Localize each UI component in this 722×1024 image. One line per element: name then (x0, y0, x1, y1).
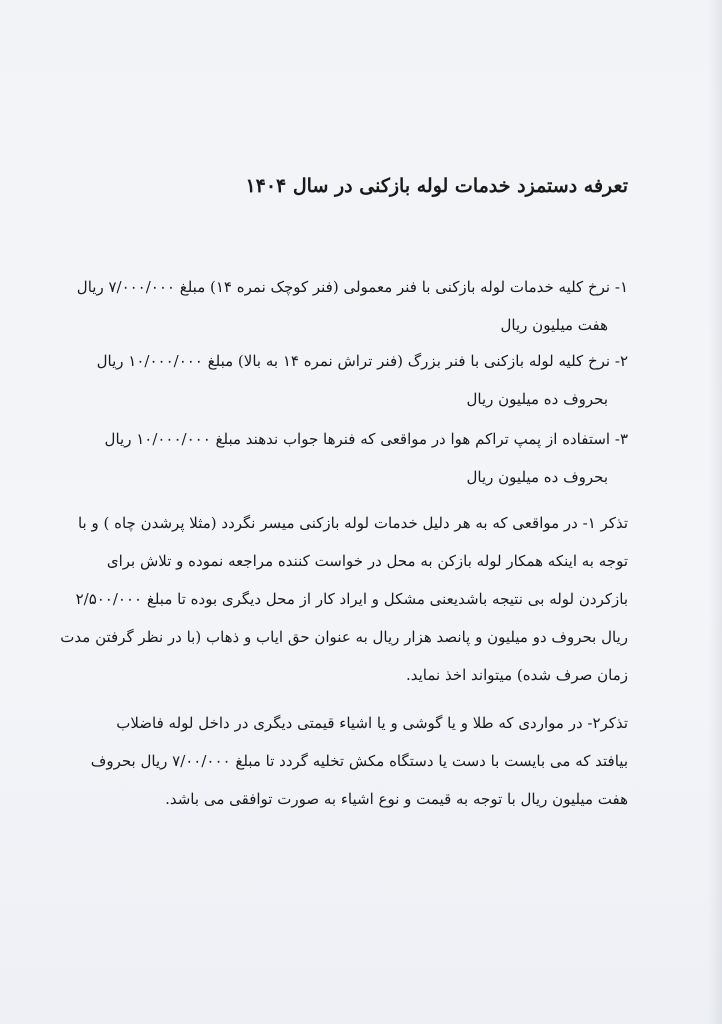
note-1-line-4: ریال بحروف دو میلیون و پانصد هزار ریال به عنوان حق ایاب و ذهاب (با در نظر گرفتن مدت (60, 628, 628, 646)
note-2-line-3: هفت میلیون ریال با توجه به قیمت و نوع اشیاء به صورت توافقی می باشد. (165, 790, 628, 808)
tariff-item-2-line-1: ۲- نرخ کلیه لوله بازکنی با فنر بزرگ (فنر تراش نمره ۱۴ به بالا) مبلغ ۱۰/۰۰۰/۰۰۰ ریال (96, 352, 628, 370)
note-1-line-5: زمان صرف شده) میتواند اخذ نماید. (405, 666, 628, 684)
tariff-item-3-line-1: ۳- استفاده از پمپ تراکم هوا در مواقعی که فنرها جواب ندهند مبلغ ۱۰/۰۰۰/۰۰۰ ریال (104, 430, 628, 448)
tariff-item-3-line-2: بحروف ده میلیون ریال (466, 468, 608, 486)
tariff-item-2 (68, 342, 628, 418)
note-1-line-2: توجه به اینکه همکار لوله بازکن به محل در خواست کننده مراجعه نموده و تلاش برای (106, 552, 628, 570)
tariff-item-1-line-2: هفت میلیون ریال (500, 316, 608, 334)
note-1-line-3: بازکردن لوله بی نتیجه باشدیعنی مشکل و ایراد کار از محل دیگری بوده تا مبلغ ۲/۵۰۰/۰۰۰ (75, 590, 628, 608)
document-title: تعرفه دستمزد خدمات لوله بازکنی در سال ۱۴۰۴ (245, 175, 628, 197)
note-1 (60, 504, 628, 694)
note-2 (68, 704, 628, 818)
note-2-line-1: تذکر۲- در مواردی که طلا و یا گوشی و یا اشیاء قیمتی دیگری در داخل لوله فاضلاب (116, 714, 628, 732)
tariff-item-2-line-2: بحروف ده میلیون ریال (466, 390, 608, 408)
page-edge-shadow (708, 0, 722, 1024)
note-2-line-2: بیافتد که می بایست با دست یا دستگاه مکش تخلیه گردد تا مبلغ ۷/۰۰/۰۰۰ ریال بحروف (90, 752, 628, 770)
tariff-item-1-line-1: ۱- نرخ کلیه خدمات لوله بازکنی با فنر معمولی (فنر کوچک نمره ۱۴) مبلغ ۷/۰۰۰/۰۰۰ ریال (76, 278, 628, 296)
tariff-item-1 (68, 268, 628, 344)
tariff-item-3 (68, 420, 628, 496)
note-1-line-1: تذکر ۱- در مواقعی که به هر دلیل خدمات لوله بازکنی میسر نگردد (مثلا پرشدن چاه ) و با (77, 514, 628, 532)
